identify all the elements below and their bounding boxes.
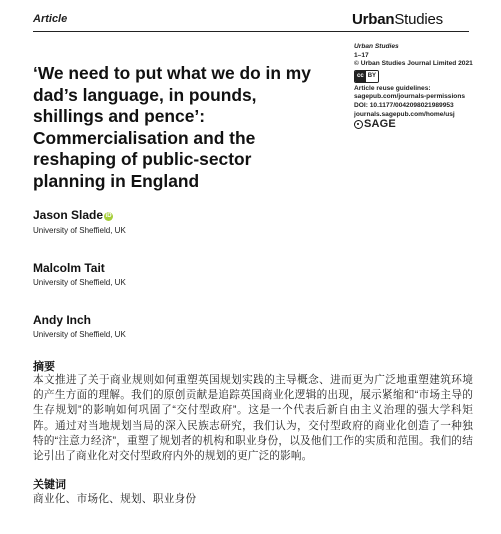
meta-home-link[interactable]: journals.sagepub.com/home/usj: [354, 110, 455, 118]
meta-reuse: Article reuse guidelines:: [354, 84, 431, 92]
author-affiliation-1: University of Sheffield, UK: [33, 226, 126, 235]
cc-license-icon: [354, 70, 379, 83]
abstract-text: 本文推进了关于商业规则如何重塑英国规划实践的主导概念、进而更为广泛地重塑建筑环境的产生方面的理解。我们的原创贡献是追踪英国商业化逻辑的出现，展示紧缩和“市场主导的生存规划”的影响如何巩固了“交付型政府”。这是一个代表后新自由主义治理的强大学科矩阵。通过对当地规划当局的深入民族志研究，我们认为，交付型政府的商业化创造了一种独特的“注意力经济”，重塑了规划者的机构和职业身份，以及他们工作的实质和范围。我们的结论引出了商业化对交付型政府内外的规划的更广泛的影响。: [33, 374, 473, 463]
cc-badge-right: BY: [366, 71, 378, 82]
meta-journal: Urban Studies: [354, 43, 399, 50]
author-name-3: Andy Inch: [33, 313, 92, 327]
article-type-label: Article: [33, 13, 68, 25]
meta-doi[interactable]: DOI: 10.1177/0042098021989953: [354, 101, 454, 109]
keywords-text: 商业化、市场化、规划、职业身份: [33, 493, 197, 505]
meta-permissions-link[interactable]: sagepub.com/journals-permissions: [354, 93, 466, 101]
article-title: ‘We need to put what we do in my dad’s language, in pounds, shillings and pence’: Commercialisation and the reshaping of public-sector planning in England: [33, 63, 311, 191]
sage-icon: [354, 120, 363, 129]
header-rule: [33, 31, 469, 32]
meta-copyright: © Urban Studies Journal Limited 2021: [354, 60, 473, 68]
keywords-heading: 关键词: [33, 479, 66, 491]
publication-metadata: [354, 43, 494, 129]
journal-logo-part2: Studies: [394, 11, 443, 28]
abstract-heading: 摘要: [33, 361, 55, 373]
author-1-text: Jason Slade: [33, 208, 104, 222]
publisher-name: SAGE: [364, 118, 396, 131]
journal-logo-part1: Urban: [352, 11, 395, 28]
author-name-1: [33, 208, 113, 222]
author-name-2: Malcolm Tait: [33, 261, 105, 275]
meta-pages: 1–17: [354, 51, 369, 59]
cc-badge-left: cc: [355, 71, 366, 82]
author-affiliation-2: University of Sheffield, UK: [33, 278, 126, 287]
author-affiliation-3: University of Sheffield, UK: [33, 330, 126, 339]
journal-logo: [352, 11, 443, 28]
publisher-logo: [354, 120, 494, 129]
orcid-icon[interactable]: iD: [105, 213, 112, 219]
